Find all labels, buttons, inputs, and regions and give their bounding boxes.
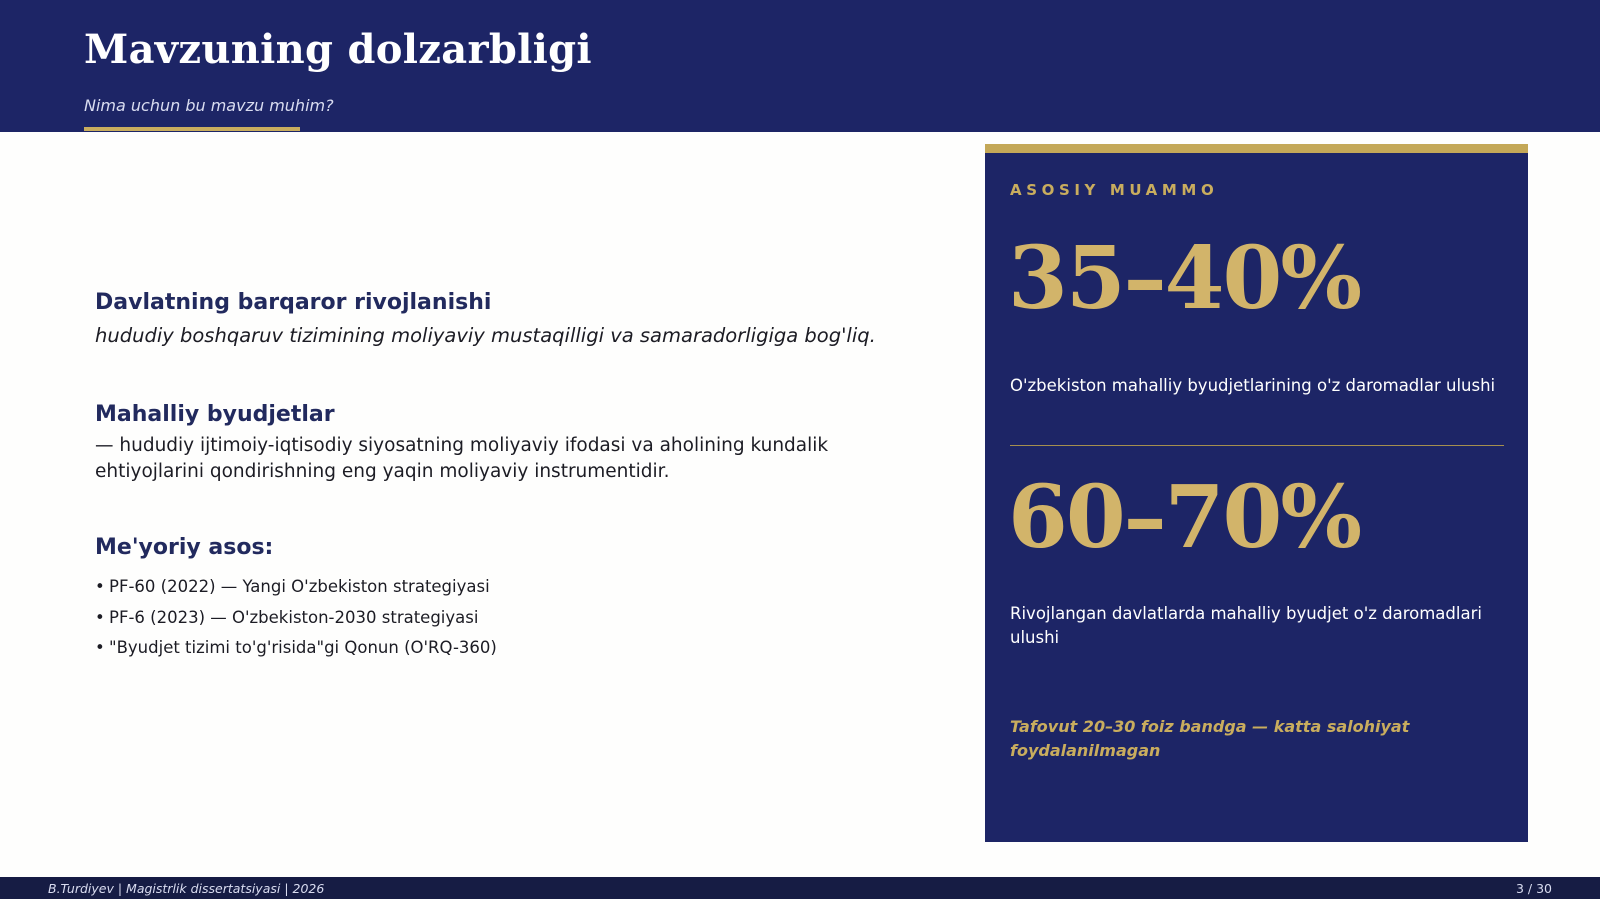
list-item: [95, 633, 497, 664]
stat-description-uzbekistan: O'zbekiston mahalliy byudjetlarining o'z daromadlar ulushi: [1010, 376, 1496, 395]
stat-description-developed-countries: Rivojlangan davlatlarda mahalliy byudjet o'z daromadlari ulushi: [1010, 604, 1482, 647]
list-item-text: "Byudjet tizimi to'g'risida"gi Qonun (O'RQ-360): [109, 638, 497, 657]
block-heading: Me'yoriy asos:: [95, 535, 274, 560]
key-problem-card: [985, 144, 1528, 842]
list-item-text: PF-6 (2023) — O'zbekiston-2030 strategiyasi: [109, 607, 479, 627]
bullet-icon: •: [95, 638, 105, 657]
content-block-sustainable-development: [95, 290, 876, 347]
list-item: [95, 572, 497, 603]
card-accent-bar: [985, 144, 1528, 153]
title-accent-underline: [84, 127, 300, 131]
stat-value-uzbekistan: 35–40%: [1008, 228, 1361, 329]
page-title: Mavzuning dolzarbligi: [84, 26, 592, 73]
bullet-icon: •: [95, 607, 105, 627]
card-label: ASOSIY MUAMMO: [1010, 181, 1219, 199]
page-subtitle: Nima uchun bu mavzu muhim?: [84, 96, 334, 115]
stat-value-developed-countries: 60–70%: [1008, 467, 1361, 568]
bullet-icon: •: [95, 577, 105, 596]
card-divider: [1010, 445, 1504, 446]
block-text: — hududiy ijtimoiy-iqtisodiy siyosatning moliyaviy ifodasi va aholining kundalik ehtiyojlarini qondirishning eng yaqin moliyaviy instrumentidir.: [95, 435, 829, 482]
block-heading: Davlatning barqaror rivojlanishi: [95, 290, 492, 315]
block-heading: Mahalliy byudjetlar: [95, 402, 335, 427]
block-text: hududiy boshqaruv tizimining moliyaviy mustaqilligi va samaradorligiga bog'liq.: [95, 324, 876, 347]
card-note: Tafovut 20–30 foiz bandga — katta salohiyat foydalanilmagan: [1010, 717, 1410, 760]
page-number: 3 / 30: [1515, 881, 1552, 896]
regulatory-list: [95, 572, 497, 664]
footer-author: B.Turdiyev | Magistrlik dissertatsiyasi | 2026: [48, 881, 325, 896]
header-banner: [0, 0, 1600, 132]
content-block-regulatory-basis: [95, 535, 497, 664]
footer: [0, 877, 1600, 899]
list-item: [95, 603, 497, 634]
content-block-local-budgets: [95, 402, 915, 485]
list-item-text: PF-60 (2022) — Yangi O'zbekiston strategiyasi: [109, 577, 490, 596]
